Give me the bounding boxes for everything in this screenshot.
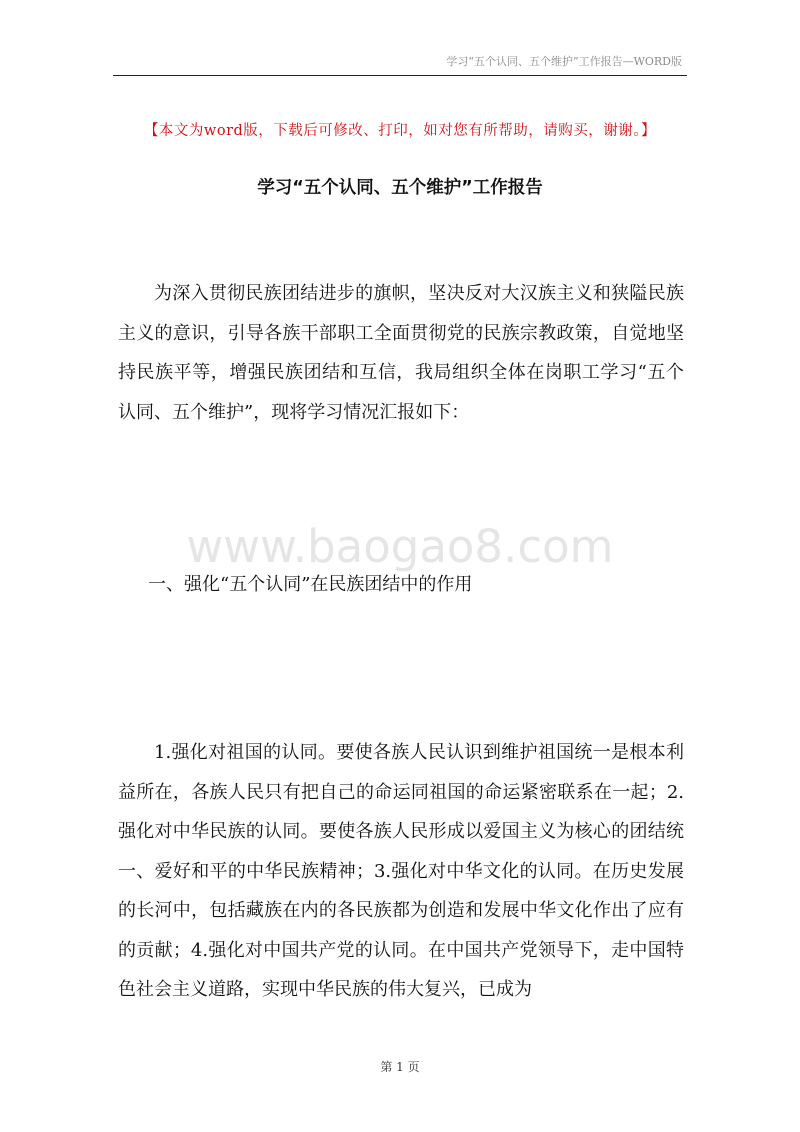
purchase-notice: 【本文为word版，下载后可修改、打印，如对您有所帮助，请购买，谢谢。】	[143, 123, 657, 139]
intro-paragraph: 为深入贯彻民族团结进步的旗帜，坚决反对大汉族主义和狭隘民族主义的意识，引导各族干部职工全面贯彻党的民族宗教政策，自觉地坚持民族平等，增强民族团结和互信，我局组织全体在岗职工学习“五个认同、五个维护”，现将学习情况汇报如下：	[118, 283, 684, 423]
site-watermark: www.baogao8.com	[186, 520, 614, 573]
section-heading: 一、强化“五个认同”在民族团结中的作用	[148, 574, 473, 595]
document-title: 学习“五个认同、五个维护”工作报告	[257, 178, 543, 198]
header-divider	[113, 75, 687, 76]
page-number: 第 1 页	[380, 1060, 420, 1074]
body-paragraph: 1.强化对祖国的认同。要使各族人民认识到维护祖国统一是根本利益所在，各族人民只有把自己的命运同祖国的命运紧密联系在一起；2.强化对中华民族的认同。要使各族人民形成以爱国主义为核心的团结统一、爱好和平的中华民族精神；3.强化对中华文化的认同。在历史发展的长河中，包括藏族在内的各民族都为创造和发展中华文化作出了应有的贡献；4.强化对中国共产党的认同。在中国共产党领导下，走中国特色社会主义道路，实现中华民族的伟大复兴，已成为	[118, 742, 684, 1000]
running-header: 学习“五个认同、五个维护”工作报告—WORD版	[446, 55, 682, 68]
